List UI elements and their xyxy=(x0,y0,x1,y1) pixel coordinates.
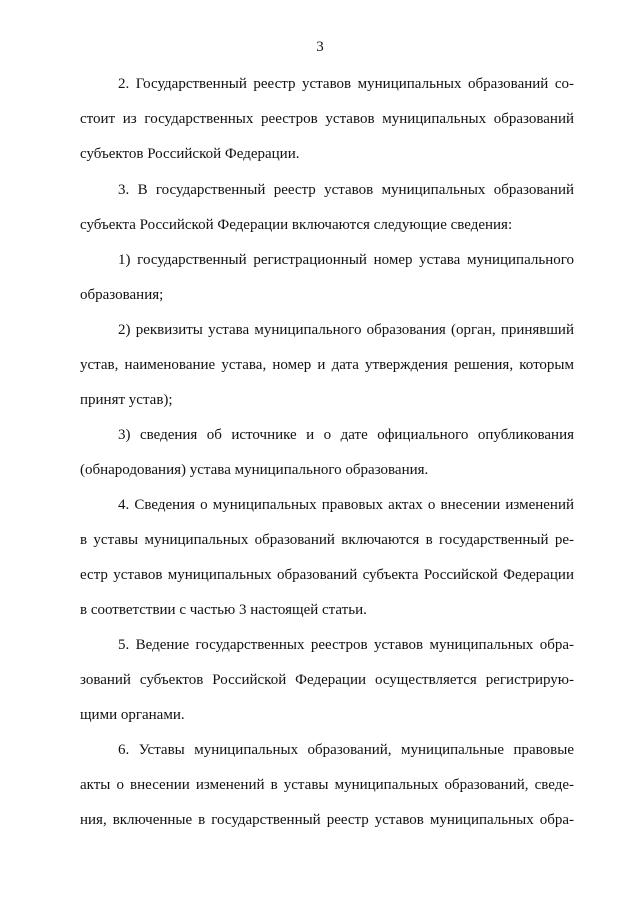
item-1-line-2: образования; xyxy=(80,287,164,303)
para-6-line-2: акты о внесении изменений в уставы муниципальных образований, сведе- xyxy=(80,777,574,793)
item-2-line-1: 2) реквизиты устава муниципального образования (орган, принявший xyxy=(118,322,574,338)
para-4-line-2: в уставы муниципальных образований включаются в государственный ре- xyxy=(80,532,574,548)
page-number: 3 xyxy=(316,39,324,55)
para-3-line-2: субъекта Российской Федерации включаются следующие сведения: xyxy=(80,217,513,233)
item-3-line-1: 3) сведения об источнике и о дате официального опубликования xyxy=(118,427,574,443)
para-4-line-4: в соответствии с частью 3 настоящей статьи. xyxy=(80,602,367,618)
para-2-line-3: субъектов Российской Федерации. xyxy=(80,146,300,162)
para-4-line-1: 4. Сведения о муниципальных правовых актах о внесении изменений xyxy=(118,497,574,513)
item-2-line-3: принят устав); xyxy=(80,392,173,408)
para-4-line-3: естр уставов муниципальных образований субъекта Российской Федерации xyxy=(80,567,574,583)
para-6-line-3: ния, включенные в государственный реестр уставов муниципальных обра- xyxy=(80,812,574,828)
item-1-line-1: 1) государственный регистрационный номер устава муниципального xyxy=(118,252,574,268)
para-5-line-3: щими органами. xyxy=(80,707,185,723)
para-3-line-1: 3. В государственный реестр уставов муниципальных образований xyxy=(118,182,574,198)
para-2-line-1: 2. Государственный реестр уставов муниципальных образований со- xyxy=(118,76,574,92)
item-2-line-2: устав, наименование устава, номер и дата утверждения решения, которым xyxy=(80,357,574,373)
para-5-line-2: зований субъектов Российской Федерации осуществляется регистрирую- xyxy=(80,672,574,688)
para-6-line-1: 6. Уставы муниципальных образований, муниципальные правовые xyxy=(118,742,574,758)
para-2-line-2: стоит из государственных реестров уставов муниципальных образований xyxy=(80,111,574,127)
item-3-line-2: (обнародования) устава муниципального образования. xyxy=(80,462,429,478)
para-5-line-1: 5. Ведение государственных реестров уставов муниципальных обра- xyxy=(118,637,574,653)
